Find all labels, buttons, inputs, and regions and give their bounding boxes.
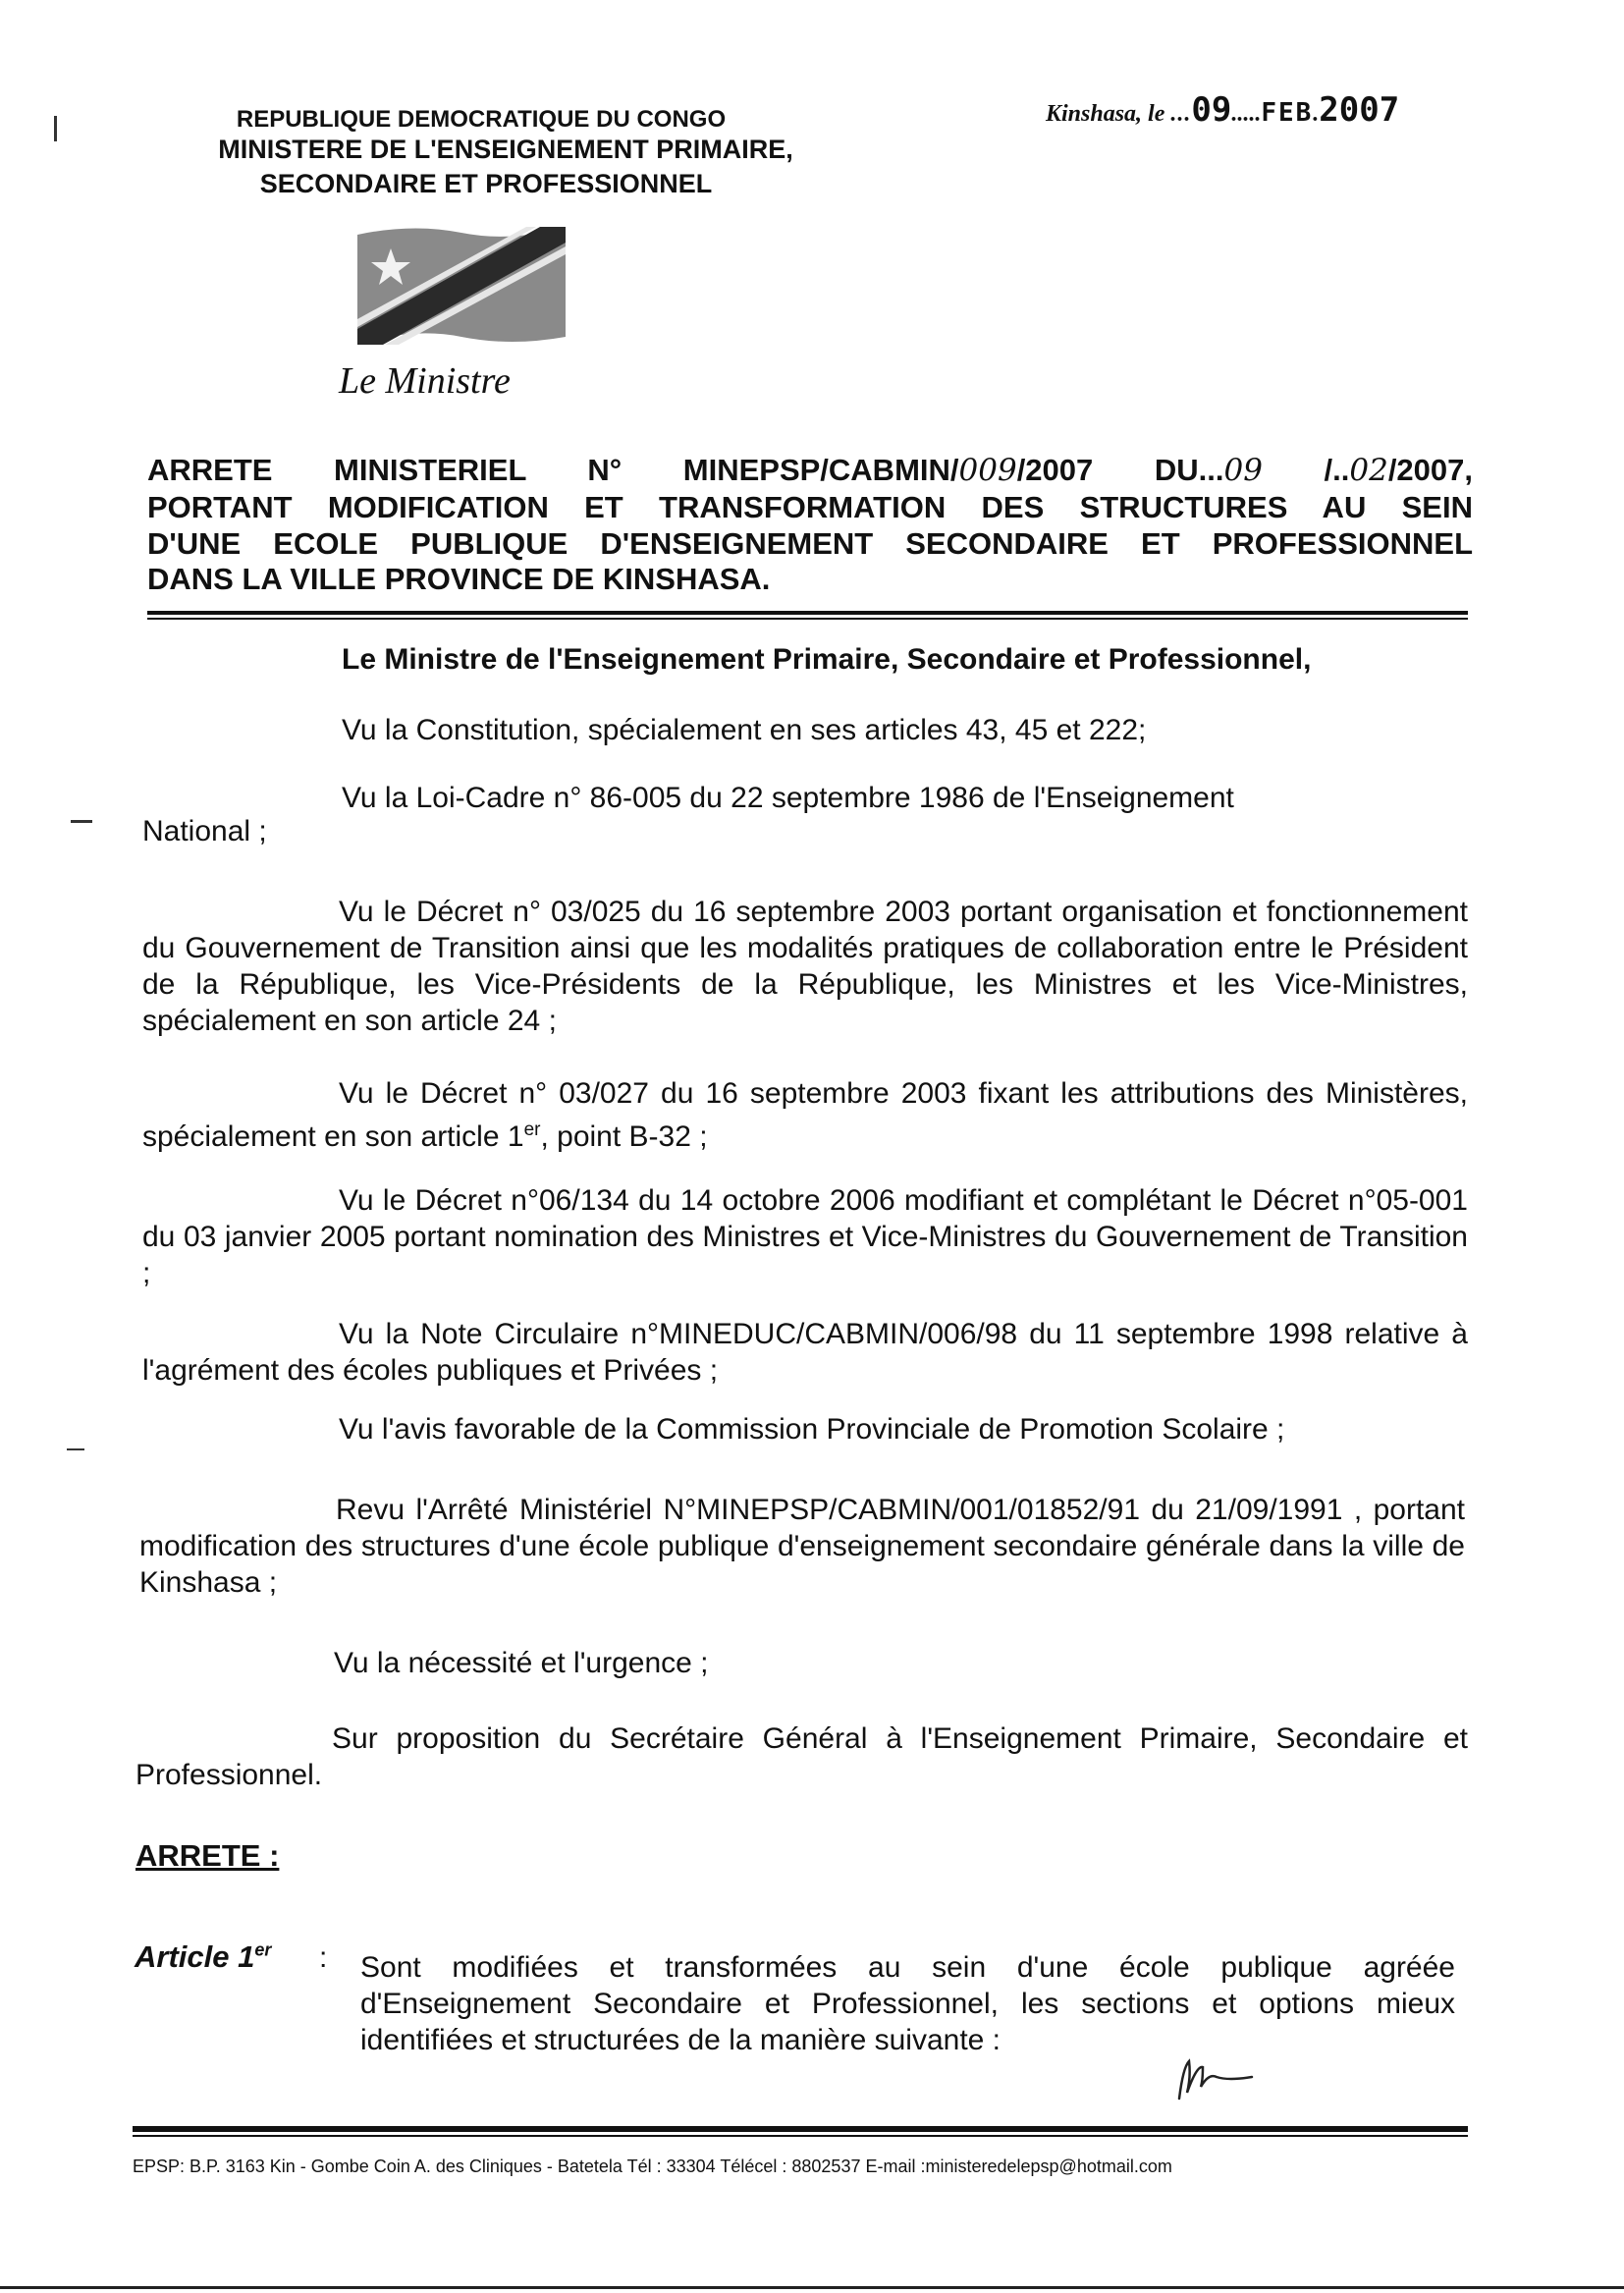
- footer-divider-thin: [133, 2135, 1468, 2137]
- decree-day: 09: [1223, 453, 1263, 488]
- page-edge-line: [0, 2286, 1624, 2289]
- article1-label-text: Article 1: [135, 1939, 255, 1974]
- date-dots: ...: [1170, 101, 1192, 127]
- date-day: 09: [1191, 90, 1232, 130]
- date-month: FEB: [1261, 98, 1314, 128]
- vu-note-circulaire: Vu la Note Circulaire n°MINEDUC/CABMIN/006/98 du 11 septembre 1998 relative à l'agrément des écoles publiques et Privées ;: [142, 1318, 1468, 1387]
- article1-text: Sont modifiées et transformées au sein d'une école publique agréée d'Enseignement Secondaire et Professionnel, les sections et options mieux identifiées et structurées de la manière suivante :: [360, 1951, 1455, 2056]
- decree-number: 009: [958, 453, 1017, 488]
- decree-title: [147, 452, 1473, 562]
- vu-decret-134: Vu le Décret n°06/134 du 14 octobre 2006 modifiant et complétant le Décret n°05-001 du 03 janvier 2005 portant nomination des Ministres et Vice-Ministres du Gouvernement de Transition ;: [142, 1184, 1468, 1289]
- title-suffix: /2007,: [1387, 453, 1474, 487]
- signature-icon: [1173, 2047, 1262, 2111]
- article1-label: [135, 1939, 271, 1975]
- vu-decret-027: [142, 1075, 1468, 1155]
- vu-decret-027-text: Vu le Décret n° 03/027 du 16 septembre 2003 fixant les attributions des Ministères, spécialement en son article 1: [142, 1077, 1468, 1153]
- minister-lead: Le Ministre de l'Enseignement Primaire, Secondaire et Professionnel,: [342, 643, 1312, 676]
- footer-divider: [133, 2126, 1468, 2132]
- decree-title-line4: DANS LA VILLE PROVINCE DE KINSHASA.: [147, 562, 771, 596]
- scan-mark: [67, 1448, 84, 1450]
- vu-loi-cadre: Vu la Loi-Cadre n° 86-005 du 22 septembre 1986 de l'Enseignement: [342, 782, 1234, 814]
- vu-avis: Vu l'avis favorable de la Commission Provinciale de Promotion Scolaire ;: [339, 1413, 1285, 1446]
- vu-decret-027-sup: er: [523, 1119, 541, 1140]
- ministry-name-line2: SECONDAIRE ET PROFESSIONNEL: [259, 169, 713, 198]
- title-mid: /2007 DU...: [1016, 453, 1224, 487]
- decree-title-line1: ARRETE MINISTERIEL N° MINEPSP/CABMIN/009/2007 DU...09 /..02/2007,: [147, 453, 1474, 488]
- vu-constitution: Vu la Constitution, spécialement en ses articles 43, 45 et 222;: [342, 714, 1147, 746]
- place-date: Kinshasa, le ...09.....FEB.2007: [1046, 90, 1400, 130]
- vu-necessite: Vu la nécessité et l'urgence ;: [334, 1647, 709, 1679]
- vu-decret-027-point: , point B-32 ;: [540, 1120, 708, 1153]
- ministry-name-line1: MINISTERE DE L'ENSEIGNEMENT PRIMAIRE,: [218, 135, 793, 164]
- decree-title-line2: PORTANT MODIFICATION ET TRANSFORMATION DES STRUCTURES AU SEIN: [147, 490, 1473, 524]
- footer-address: EPSP: B.P. 3163 Kin - Gombe Coin A. des Cliniques - Batetela Tél : 33304 Télécel : 8802537 E-mail :ministeredelepsp@hotmail.com: [133, 2157, 1172, 2176]
- vu-decret-025: Vu le Décret n° 03/025 du 16 septembre 2003 portant organisation et fonctionnement du Gouvernement de Transition ainsi que les modalités pratiques de collaboration entre le Président de la République, les Vice-Présidents de la République, les Ministres et les Vice-Ministres, spécialement en son article 24 ;: [142, 896, 1468, 1037]
- scan-mark: [54, 116, 57, 141]
- title-divider-thin: [147, 618, 1468, 620]
- date-year: 2007: [1319, 90, 1400, 130]
- scan-mark: [71, 820, 92, 823]
- article1-sup: er: [254, 1939, 272, 1960]
- decree-month: 02: [1349, 453, 1388, 488]
- sur-proposition: Sur proposition du Secrétaire Général à l'Enseignement Primaire, Secondaire et Professionnel.: [135, 1722, 1468, 1791]
- vu-loi-cadre-cont: National ;: [142, 815, 267, 847]
- title-prefix: ARRETE MINISTERIEL N° MINEPSP/CABMIN/: [147, 453, 959, 487]
- emblem-caption: Le Ministre: [339, 360, 511, 402]
- country-name: REPUBLIQUE DEMOCRATIQUE DU CONGO: [236, 106, 727, 133]
- place-label: Kinshasa, le: [1046, 101, 1165, 127]
- title-divider: [147, 611, 1468, 615]
- article1-colon: :: [319, 1941, 328, 1974]
- decree-title-line3: D'UNE ECOLE PUBLIQUE D'ENSEIGNEMENT SECONDAIRE ET PROFESSIONNEL: [147, 526, 1473, 561]
- arrete-heading: ARRETE :: [135, 1838, 280, 1873]
- revu-arrete: Revu l'Arrêté Ministériel N°MINEPSP/CABMIN/001/01852/91 du 21/09/1991 , portant modification des structures d'une école publique d'enseignement secondaire générale dans la ville de Kinshasa ;: [139, 1494, 1465, 1599]
- drc-flag-icon: [353, 221, 569, 358]
